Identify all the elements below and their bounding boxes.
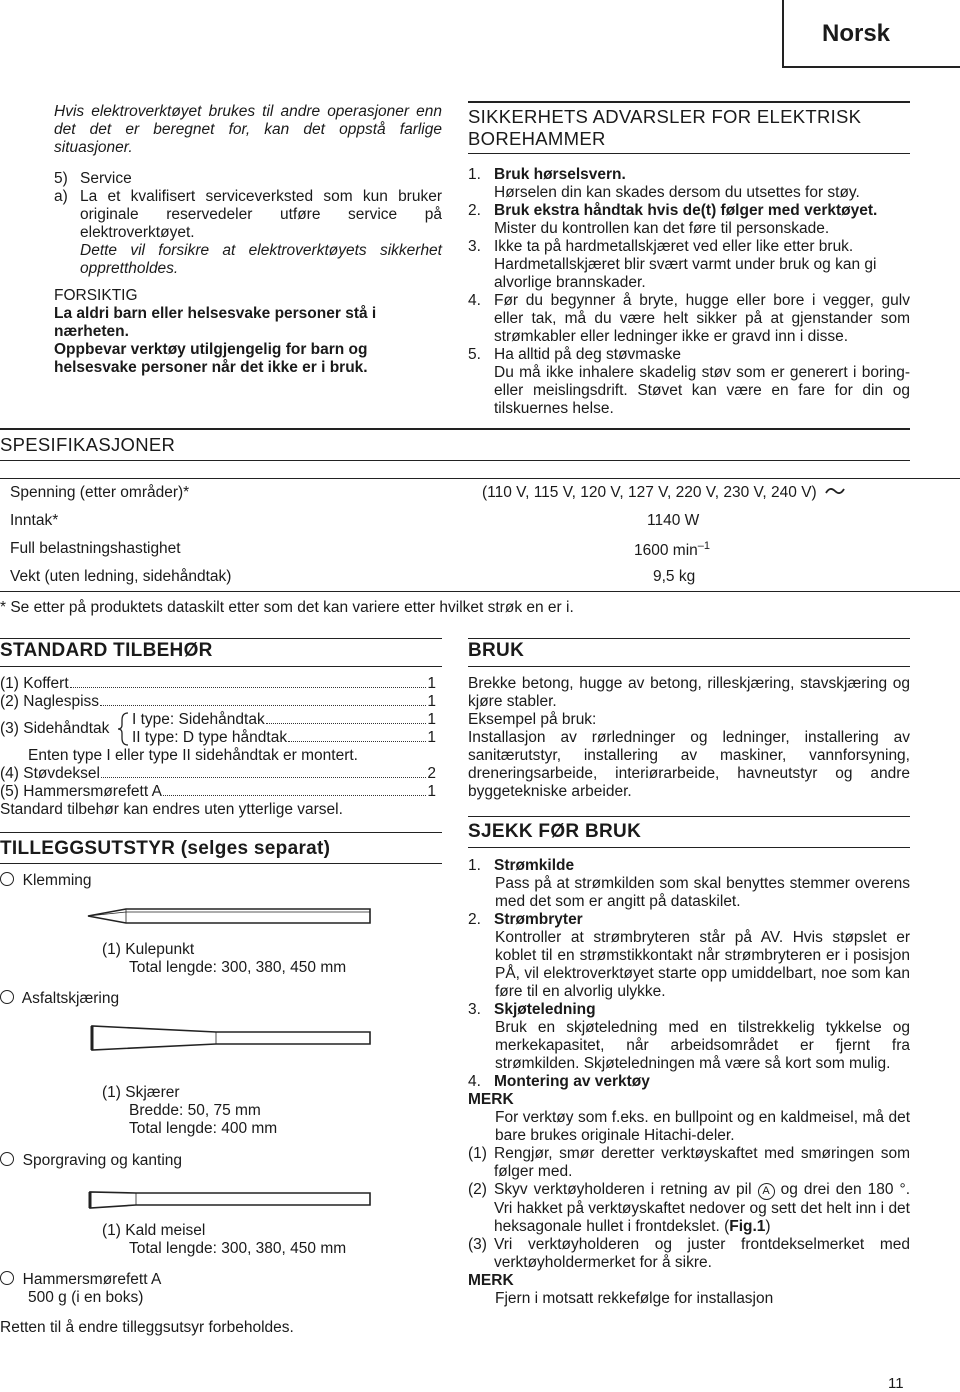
bruk-title: BRUK bbox=[468, 640, 525, 661]
standard-item bbox=[0, 675, 436, 693]
spec-value: 1140 W bbox=[647, 512, 700, 529]
safety-item-number: 4. bbox=[468, 292, 481, 309]
safety-item-body: Mister du kontrollen kan det føre til personskade. bbox=[494, 220, 830, 237]
optional-top-rule bbox=[0, 832, 442, 833]
check-item-body: Bruk en skjøteledning med en tilstrekkelig tykkelse og merkekapasitet, når arbeidsområdet er fjernt fra strømkilden. Skjøteledningen må være så kort som mulig. bbox=[495, 1019, 910, 1072]
merk-label: MERK bbox=[468, 1272, 514, 1289]
safety-item bbox=[468, 346, 910, 418]
spec-value: 9,5 kg bbox=[653, 568, 696, 585]
side-option-1-qty: 1 bbox=[427, 711, 436, 728]
standard-title: STANDARD TILBEHØR bbox=[0, 640, 213, 661]
optional-sub3: Total lengde: 400 mm bbox=[129, 1120, 278, 1137]
language-label: Norsk bbox=[822, 20, 891, 47]
safety-item-body: Hørselen din kan skades dersom du utsettes for støy. bbox=[494, 184, 860, 201]
service-title: Service bbox=[80, 170, 132, 187]
standard-item-qty: 1 bbox=[427, 675, 436, 692]
service-a-text: La et kvalifisert serviceverksted som kun bruker originale reservedeler utføre service på elektroverktøyet. bbox=[80, 188, 442, 241]
standard-item-qty: 1 bbox=[427, 693, 436, 710]
caution-line2: Oppbevar verktøy utilgjengelig for barn og helsesvake personer når det ikke er i bruk. bbox=[54, 341, 368, 376]
optional-sub1: (1) Skjærer bbox=[102, 1084, 180, 1101]
spec-label: Full belastningshastighet bbox=[10, 540, 181, 557]
right-top-rule bbox=[468, 101, 910, 103]
spec-label: Spenning (etter områder)* bbox=[10, 484, 190, 501]
grease-name: Hammersmørefett A bbox=[22, 1271, 162, 1288]
side-option-2-qty: 1 bbox=[427, 729, 436, 746]
optional-item-name bbox=[0, 990, 119, 1008]
merk-text: Fjern i motsatt rekkefølge for installasjon bbox=[495, 1290, 774, 1307]
circled-letter: A bbox=[762, 1185, 770, 1197]
spec-value-text: (110 V, 115 V, 120 V, 127 V, 220 V, 230 V, 240 V) bbox=[482, 484, 817, 501]
safety-item bbox=[468, 166, 910, 202]
bullet-circle-icon bbox=[0, 990, 14, 1004]
cold-chisel-tool-icon bbox=[86, 1178, 374, 1222]
optional-note: Retten til å endre tilleggsutsyr forbeholdes. bbox=[0, 1319, 294, 1336]
caution-title: FORSIKTIG bbox=[54, 287, 138, 304]
safety-item-body: Hardmetallskjæret blir svært varmt under bruk og kan gi alvorlige brannskader. bbox=[494, 256, 877, 291]
step-number: (3) bbox=[468, 1236, 487, 1253]
step-text bbox=[494, 1181, 910, 1236]
safety-item-number: 3. bbox=[468, 238, 481, 255]
bullet-circle-icon bbox=[0, 1271, 14, 1285]
safety-item-head: Før du begynner å bryte, hugge eller bore i vegger, gulv eller tak, må du være helt sikker på at gjenstander som strømkabler eller ledninger ikke er gravd inn i disse. bbox=[494, 292, 910, 345]
optional-item-name bbox=[0, 872, 92, 890]
standard-item-label: (5) Hammersmørefett A bbox=[0, 783, 162, 800]
check-item-body: Kontroller at strømbryteren står på AV. Hvis støpslet er koblet til en strømstikkontakt når strømbryteren er i posisjon PÅ, vil elektroverktøyet starte opp umiddelbart, noe som kan føre til en alvorlig ulykke. bbox=[495, 929, 910, 1000]
safety-list bbox=[468, 166, 910, 418]
bullet-circle-icon bbox=[0, 1152, 14, 1166]
service-number: 5) bbox=[54, 170, 68, 187]
safety-item-head: Ha alltid på deg støvmaske bbox=[494, 346, 681, 363]
standard-item-label: (1) Koffert bbox=[0, 675, 69, 692]
header-tab bbox=[782, 0, 960, 68]
spec-label: Inntak* bbox=[10, 512, 59, 529]
right-top-section bbox=[468, 106, 910, 418]
check-item-number: 1. bbox=[468, 857, 481, 874]
standard-item-label: (2) Naglespiss bbox=[0, 693, 100, 710]
check-item-number: 4. bbox=[468, 1073, 481, 1090]
spec-value bbox=[634, 540, 710, 560]
optional-name-text: Klemming bbox=[22, 872, 92, 889]
specs-footnote: * Se etter på produktets dataskilt etter som det kan variere etter hvilket strøk en er i. bbox=[0, 599, 574, 616]
bruk-p1: Brekke betong, hugge av betong, rilleskjæring, stavskjæring og kjøre stabler. bbox=[468, 675, 910, 710]
spec-row bbox=[0, 563, 960, 591]
optional-title-rule bbox=[0, 863, 442, 864]
spec-row bbox=[0, 507, 960, 535]
intro-text: Hvis elektroverktøyet brukes til andre operasjoner enn det det er beregnet for, kan det oppstå farlige situasjoner. bbox=[54, 103, 442, 156]
bruk-section bbox=[468, 638, 910, 801]
optional-sub1: (1) Kald meisel bbox=[102, 1222, 206, 1239]
optional-name-text: Asfaltskjæring bbox=[21, 990, 120, 1007]
side-handle-item bbox=[0, 711, 436, 747]
safety-item bbox=[468, 238, 910, 292]
standard-section bbox=[0, 638, 442, 819]
specs-table bbox=[0, 478, 960, 592]
spec-value-text: 1600 min bbox=[634, 542, 698, 560]
optional-grease bbox=[0, 1271, 161, 1307]
check-item-head: Skjøteledning bbox=[494, 1001, 596, 1018]
safety-item-number: 2. bbox=[468, 202, 481, 219]
check-item-body: Pass på at strømkilden som skal benyttes stemmer overens med det som er angitt på dataskilet. bbox=[495, 875, 910, 910]
safety-item-head: Bruk ekstra håndtak hvis de(t) følger med verktøyet. bbox=[494, 202, 878, 219]
side-handle-label: (3) Sidehåndtak bbox=[0, 720, 110, 737]
check-item-head: Montering av verktøy bbox=[494, 1073, 650, 1090]
optional-item-name bbox=[0, 1152, 182, 1170]
optional-sub bbox=[102, 1084, 277, 1138]
sjekk-section bbox=[468, 816, 910, 1308]
standard-item bbox=[0, 783, 436, 801]
ac-symbol-icon bbox=[825, 485, 845, 497]
standard-item bbox=[0, 765, 436, 783]
safety-item bbox=[468, 292, 910, 346]
spec-label: Vekt (uten ledning, sidehåndtak) bbox=[10, 568, 232, 585]
safety-item-body: Du må ikke inhalere skadelig støv som er generert i boring- eller meislingsdrift. Støvet kan være en fare for din og tilskuernes helse. bbox=[494, 364, 910, 417]
optional-sub bbox=[102, 1222, 346, 1258]
fig-ref: Fig.1 bbox=[729, 1218, 766, 1235]
service-a-note: Dette vil forsikre at elektroverktøyets sikkerhet opprettholdes. bbox=[80, 242, 442, 277]
specs-title-rule bbox=[0, 460, 910, 461]
standard-item-qty: 1 bbox=[427, 783, 436, 800]
optional-sub2: Total lengde: 300, 380, 450 mm bbox=[129, 959, 347, 976]
optional-name-text: Sporgraving og kanting bbox=[22, 1152, 183, 1169]
safety-item-head: Bruk hørselsvern. bbox=[494, 166, 626, 183]
check-item-head: Strømbryter bbox=[494, 911, 583, 928]
standard-item-qty: 2 bbox=[427, 765, 436, 782]
page-number: 11 bbox=[888, 1375, 904, 1392]
check-item-number: 3. bbox=[468, 1001, 481, 1018]
spec-row bbox=[0, 479, 960, 507]
step-text: Vri verktøyholderen og juster frontdekselmerket med verktøyholdermerket for å sikre. bbox=[494, 1236, 910, 1271]
merk-text: For verktøy som f.eks. en bullpoint og en kaldmeisel, må det bare brukes originale Hitachi-deler. bbox=[495, 1109, 910, 1144]
brace-icon bbox=[116, 712, 130, 746]
standard-note: Standard tilbehør kan endres uten ytterlige varsel. bbox=[0, 801, 343, 818]
bull-point-tool-icon bbox=[86, 896, 374, 936]
safety-title: SIKKERHETS ADVARSLER FOR ELEKTRISK BOREHAMMER bbox=[468, 106, 862, 149]
check-item-number: 2. bbox=[468, 911, 481, 928]
optional-sub2: Total lengde: 300, 380, 450 mm bbox=[129, 1240, 347, 1257]
safety-item bbox=[468, 202, 910, 238]
specs-title: SPESIFIKASJONER bbox=[0, 434, 176, 455]
optional-sub1: (1) Kulepunkt bbox=[102, 941, 195, 958]
side-option-1: I type: Sidehåndtak bbox=[132, 711, 265, 728]
spec-row bbox=[0, 535, 960, 563]
grease-sub: 500 g (i en boks) bbox=[28, 1289, 144, 1306]
specs-top-rule bbox=[0, 428, 910, 430]
side-handle-note: Enten type I eller type II sidehåndtak er montert. bbox=[28, 747, 358, 764]
circled-a-icon bbox=[758, 1183, 775, 1200]
safety-item-head: Ikke ta på hardmetallskjæret ved eller like etter bruk. bbox=[494, 238, 854, 255]
safety-item-number: 1. bbox=[468, 166, 481, 183]
optional-sub2: Bredde: 50, 75 mm bbox=[129, 1102, 261, 1119]
standard-item bbox=[0, 693, 436, 711]
step-text-c: ) bbox=[765, 1218, 771, 1235]
standard-item-label: (4) Støvdeksel bbox=[0, 765, 100, 782]
merk-label: MERK bbox=[468, 1091, 514, 1108]
spec-value bbox=[482, 484, 845, 502]
step-text-b: og drei den 180 °. Vri hakket på verktøyskaftet nedover og sett det helt inn i det heksagonale hullet i frontdekslet. ( bbox=[494, 1181, 911, 1235]
left-top-section bbox=[54, 103, 442, 377]
caution-line1: La aldri barn eller helsesvake personer stå i nærheten. bbox=[54, 305, 377, 340]
check-item-head: Strømkilde bbox=[494, 857, 575, 874]
step-number: (1) bbox=[468, 1145, 487, 1162]
optional-title: TILLEGGSUTSTYR (selges separat) bbox=[0, 838, 331, 859]
sjekk-title: SJEKK FØR BRUK bbox=[468, 821, 642, 842]
step-number: (2) bbox=[468, 1181, 487, 1198]
optional-sub bbox=[102, 941, 346, 977]
spec-value-sup: –1 bbox=[697, 540, 711, 552]
bruk-p2: Eksempel på bruk: bbox=[468, 711, 597, 728]
step-text-a: Skyv verktøyholderen i retning av pil bbox=[494, 1181, 752, 1198]
asphalt-cutter-tool-icon bbox=[86, 1010, 374, 1066]
bullet-circle-icon bbox=[0, 872, 14, 886]
service-a-label: a) bbox=[54, 188, 68, 205]
step-text: Rengjør, smør deretter verktøyskaftet med smøringen som følger med. bbox=[494, 1145, 910, 1180]
side-option-2: II type: D type håndtak bbox=[132, 729, 288, 746]
safety-item-number: 5. bbox=[468, 346, 481, 363]
bruk-p3: Installasjon av rørledninger og ledninger, installering av sanitærutstyr, installering av maskiner, vannforsyning, dreneringsarbeide, interiørarbeide, havneutstyr og andre byggetekniske arbeider. bbox=[468, 729, 910, 800]
